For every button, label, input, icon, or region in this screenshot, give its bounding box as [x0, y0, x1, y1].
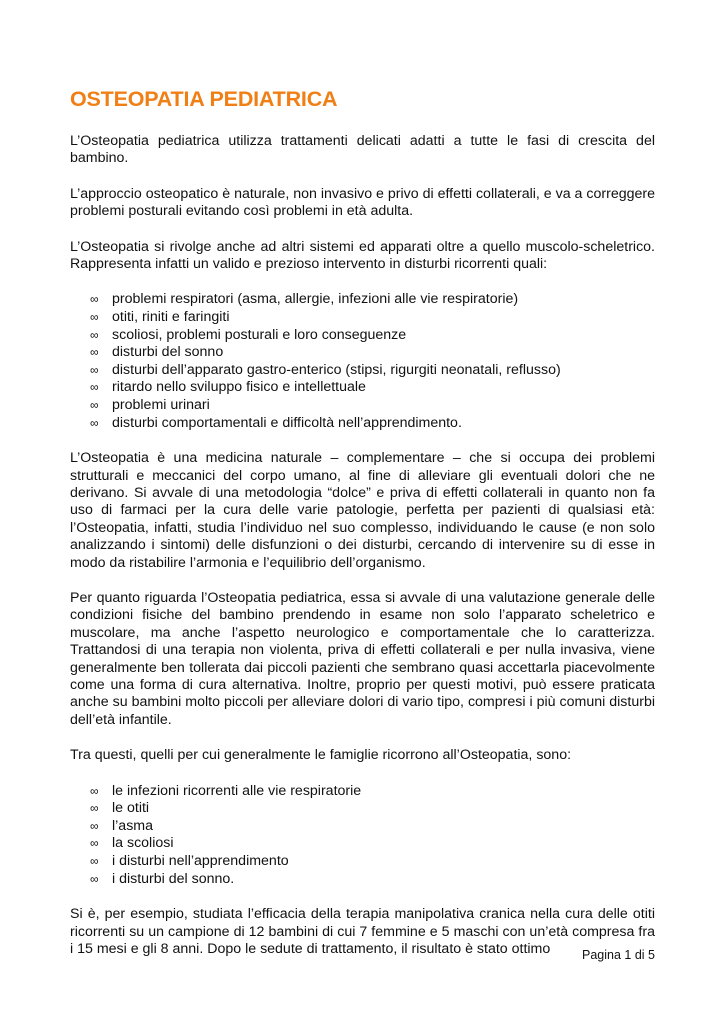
infinity-bullet-icon: ∞ — [90, 345, 99, 360]
list-item: ∞ l’asma — [90, 817, 153, 834]
infinity-bullet-icon: ∞ — [90, 310, 99, 325]
list-item: ∞ le infezioni ricorrenti alle vie respiratorie — [90, 782, 362, 799]
paragraph-approach: L’approccio osteopatico è naturale, non invasivo e privo di effetti collaterali, e va a correggere problemi posturali evitando così problemi in età adulta. — [70, 185, 655, 220]
list-item: ∞ la scoliosi — [90, 835, 174, 852]
paragraph-intro: L’Osteopatia pediatrica utilizza trattamenti delicati adatti a tutte le fasi di crescita del bambino. — [70, 133, 655, 167]
infinity-bullet-icon: ∞ — [90, 380, 99, 395]
page-title: OSTEOPATIA PEDIATRICA — [70, 87, 338, 111]
infinity-bullet-icon: ∞ — [90, 327, 99, 342]
page-content — [70, 86, 655, 976]
infinity-bullet-icon: ∞ — [90, 783, 99, 798]
list-item: ∞ ritardo nello sviluppo fisico e intellettuale — [90, 379, 366, 396]
list-item: ∞ disturbi comportamentali e difficoltà nell’apprendimento. — [90, 414, 462, 431]
infinity-bullet-icon: ∞ — [90, 398, 99, 412]
list-item: ∞ problemi urinari — [90, 397, 210, 413]
list-item: ∞ scoliosi, problemi posturali e loro conseguenze — [90, 326, 407, 343]
conditions-list — [70, 291, 655, 432]
list-item: ∞ disturbi del sonno — [90, 344, 224, 361]
list-item: ∞ otiti, riniti e faringiti — [90, 309, 230, 326]
paragraph-common: Tra questi, quelli per cui generalmente le famiglie ricorrono all’Osteopatia, sono: — [70, 747, 572, 764]
page-number: Pagina 1 di 5 — [582, 948, 655, 962]
list-item: ∞ i disturbi del sonno. — [90, 870, 235, 887]
list-item: ∞ i disturbi nell’apprendimento — [90, 853, 289, 870]
infinity-bullet-icon: ∞ — [90, 415, 99, 430]
infinity-bullet-icon: ∞ — [90, 362, 99, 377]
paragraph-pediatric: Per quanto riguarda l’Osteopatia pediatrica, essa si avvale di una valutazione generale delle condizioni fisiche del bambino prendendo in esame non solo l’apparato scheletrico e muscolare, ma anche l’aspetto neurologico e comportamentale che lo caratterizza. Trattandosi di una terapia non violenta, priva di effetti collaterali e per nulla invasiva, viene generalmente ben tollerata dai piccoli pazienti che sembrano quasi accettarla piacevolmente come una forma di cura alternativa. Inoltre, proprio per questi motivi, può essere praticata anche su bambini molto piccoli per alleviare dolori di vario tipo, compresi i più comuni disturbi dell’età infantile. — [70, 590, 655, 728]
infinity-bullet-icon: ∞ — [90, 818, 99, 833]
paragraph-study: Si è, per esempio, studiata l’efficacia della terapia manipolativa cranica nella cura delle otiti ricorrenti su un campione di 12 bambini di cui 7 femmine e 5 maschi con un’età compresa fra i 15 mesi e gli 8 anni. Dopo le sedute di trattamento, il risultato è stato ottimo — [70, 906, 655, 958]
infinity-bullet-icon: ∞ — [90, 836, 99, 851]
list-item: ∞ disturbi dell’apparato gastro-enterico (stipsi, rigurgiti neonatali, reflusso) — [90, 361, 561, 378]
paragraph-medicine: L’Osteopatia è una medicina naturale – complementare – che si occupa dei problemi strutturali e meccanici del corpo umano, al fine di alleviare gli eventuali dolori che ne derivano. Si avvale di una metodologia “dolce” e priva di effetti collaterali in quanto non fa uso di farmaci per la cura delle varie patologie, perfetta per pazienti di qualsiasi età: l’Osteopatia, infatti, studia l’individuo nel suo complesso, individuando le cause (e non solo analizzando i sintomi) delle disfunzioni o dei disturbi, cercando di intervenire su di esse in modo da ristabilire l’armonia e l’equilibrio dell’organismo. — [70, 450, 655, 571]
infinity-bullet-icon: ∞ — [90, 871, 99, 886]
infinity-bullet-icon: ∞ — [90, 854, 99, 869]
infinity-bullet-icon: ∞ — [90, 801, 99, 816]
list-item: ∞ le otiti — [90, 800, 150, 817]
paragraph-systems: L’Osteopatia si rivolge anche ad altri sistemi ed apparati oltre a quello muscolo-scheletrico. Rappresenta infatti un valido e prezioso intervento in disturbi ricorrenti quali: — [70, 238, 655, 273]
common-reasons-list — [70, 783, 655, 889]
infinity-bullet-icon: ∞ — [90, 292, 99, 307]
list-item: ∞ problemi respiratori (asma, allergie, infezioni alle vie respiratorie) — [90, 291, 519, 308]
